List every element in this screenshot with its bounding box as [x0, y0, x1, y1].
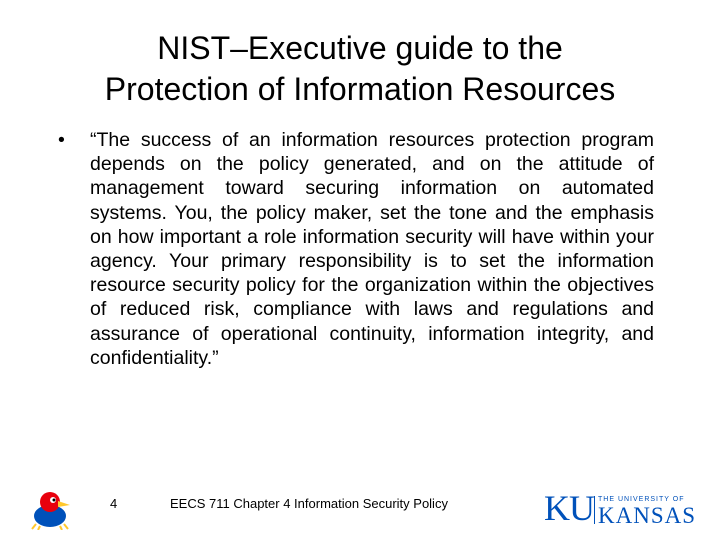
ku-logo-university: THE UNIVERSITY OF: [598, 496, 685, 503]
slide-title: [36, 28, 684, 110]
ku-logo: [544, 488, 697, 528]
bullet-text: “The success of an information resources protection program depends on the policy generated, and on the attitude of management toward securing information on automated systems. You, the policy maker, set the tone and the emphasis on how important a role information security will have within your agency. Your primary responsibility is to set the information resource security policy for the organization within the objectives of reduced risk, compliance with laws and regulations and assurance of operational continuity, information integrity, and confidentiality.”: [90, 129, 654, 369]
jayhawk-mascot-icon: [24, 488, 80, 530]
slide-title-line-1: NIST–Executive guide to the: [157, 30, 563, 66]
ku-logo-divider: [594, 496, 595, 524]
page-number: 4: [110, 496, 118, 511]
ku-logo-letters: KU: [544, 488, 594, 528]
bullet-item: [54, 128, 654, 370]
bullet-marker: •: [58, 129, 65, 151]
footer-course-text: EECS 711 Chapter 4 Information Security Policy: [170, 496, 448, 511]
slide-title-line-2: Protection of Information Resources: [104, 71, 616, 107]
bullet-list: [54, 128, 654, 370]
ku-logo-kansas: KANSAS: [598, 503, 697, 528]
